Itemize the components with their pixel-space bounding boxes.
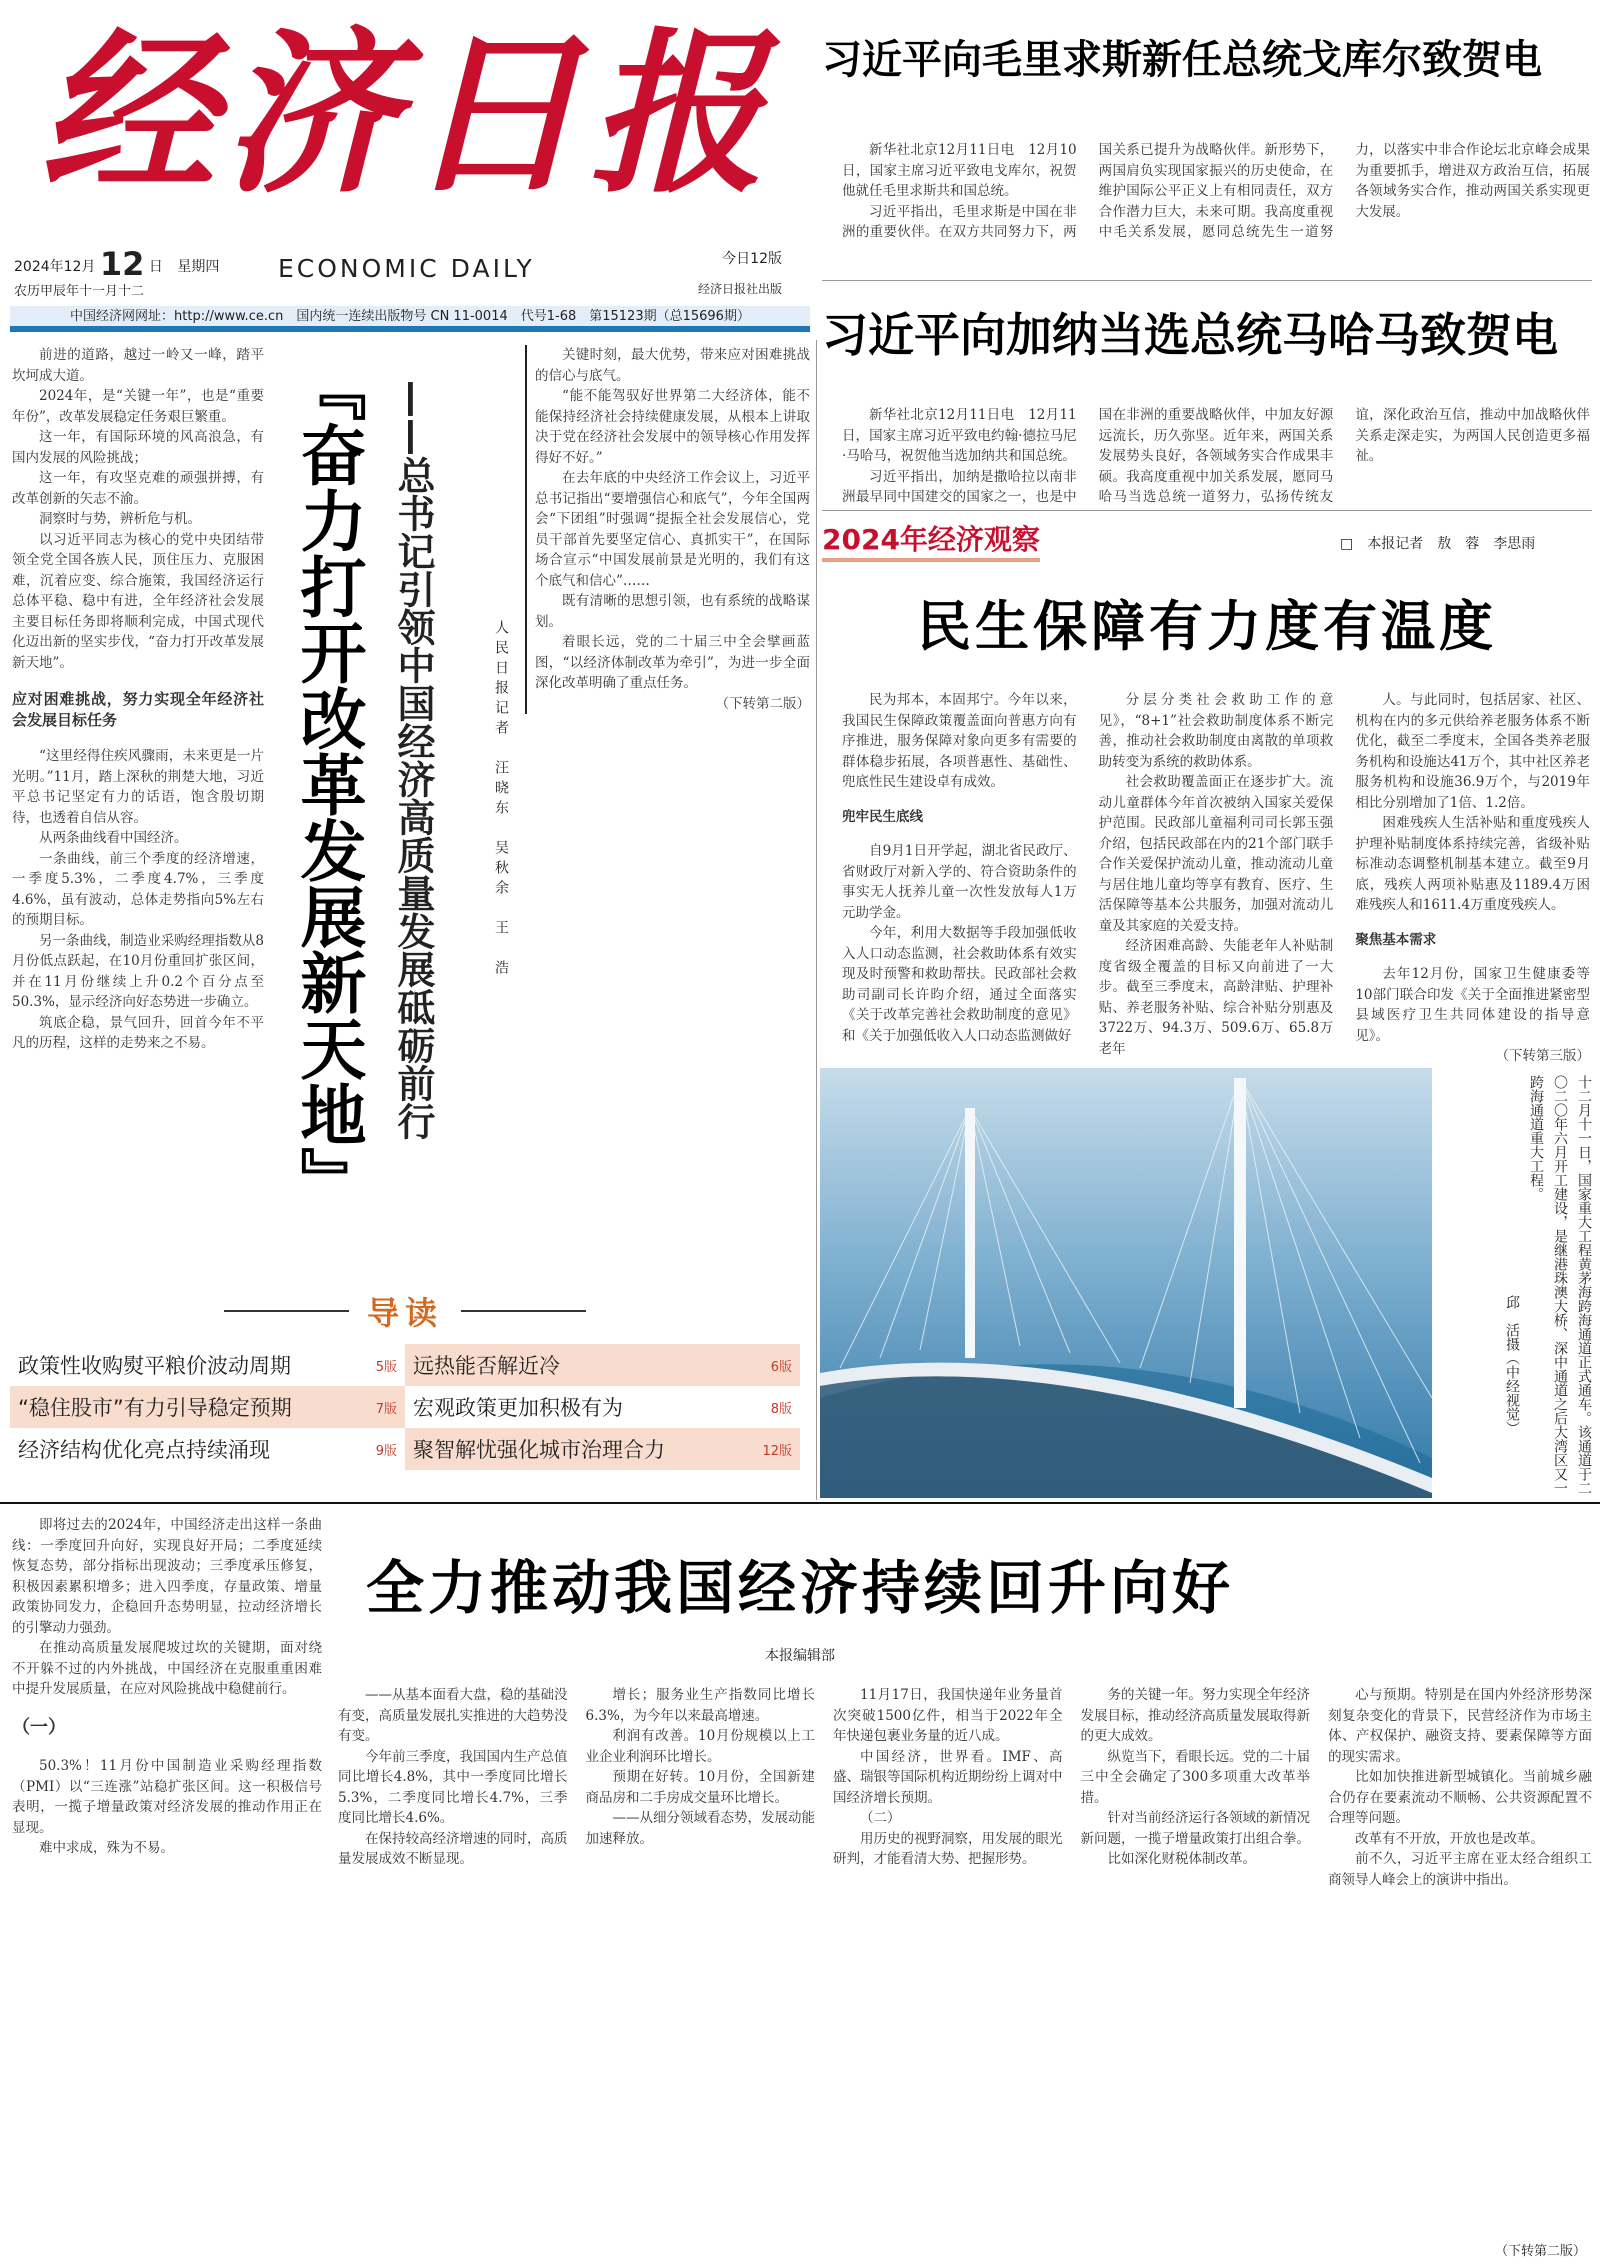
- paragraph: “能不能驾驭好世界第二大经济体，能不能保持经济社会持续健康发展，从根本上讲取决于党在经济社会发展中的领导核心作用发挥得好不好。”: [535, 388, 810, 466]
- guide-item[interactable]: [10, 1428, 405, 1470]
- paragraph-group: [1355, 690, 1590, 916]
- paragraph: 习近平指出，加纳是撒哈拉以南非洲最早同中国建交的国家之一，也是中国在非洲的重要战略伙伴，中加友好源远流长，历久弥坚。近年来，两国关系发展势头良好，各领域务实合作成果丰硕。我高度重视中加关系发展，愿同马哈马当选总统一道努力，弘扬传统友谊，深化政治互信，推动中加战略伙伴关系走深走实，为两国人民创造更多福祉。: [842, 407, 1590, 505]
- paragraph: 新华社北京12月11日电 12月11日，国家主席习近平致电约翰·德拉马尼·马哈马，祝贺他当选加纳共和国总统。: [842, 407, 1077, 464]
- paragraph: 困难残疾人生活补贴和重度残疾人护理补贴制度体系持续完善，省级补贴标准动态调整机制基本建立。截至9月底，残疾人两项补贴惠及1189.4万困难残疾人和1611.4万重度残疾人。: [1355, 815, 1590, 913]
- paragraph: 另一条曲线，制造业采购经理指数从8月份低点跃起，在10月份重回扩张区间，并在11月份继续上升0.2个百分点至50.3%，显示经济向好态势进一步确立。: [12, 932, 264, 1010]
- paragraph: 中国经济，世界看。IMF、高盛、瑞银等国际机构近期纷纷上调对中国经济增长预期。: [833, 1748, 1063, 1806]
- guide-item[interactable]: [405, 1386, 800, 1428]
- editorial-body: [338, 1685, 1592, 1890]
- guide-page: 8版: [770, 1401, 792, 1417]
- info-bar: 中国经济网网址：http://www.ce.cn 国内统一连续出版物号 CN 11-0014 代号1-68 第15123期（总15696期）: [10, 306, 810, 332]
- paragraph: 预期在好转。10月份，全国新建商品房和二手房成交量环比增长。: [585, 1769, 816, 1806]
- paragraph-group: [842, 690, 1077, 793]
- guide-item[interactable]: [10, 1386, 405, 1428]
- continued-note: （下转第二版）: [1494, 2244, 1586, 2259]
- paragraph: 11月17日，我国快递年业务量首次突破1500亿件，相当于2022年全年快递包裹业务量的近八成。: [833, 1687, 1063, 1744]
- continued-note: （下转第二版）: [715, 695, 810, 712]
- guide-item[interactable]: [405, 1428, 800, 1470]
- subheading: 兜牢民生底线: [842, 808, 923, 825]
- section-number: （一）: [12, 1716, 66, 1738]
- paragraph: 去年12月份，国家卫生健康委等10部门联合印发《关于全面推进紧密型县域医疗卫生共同体建设的指导意见》。: [1355, 966, 1590, 1044]
- paragraph: （二）: [860, 1810, 901, 1826]
- guide-page: 5版: [375, 1359, 397, 1375]
- paragraph-group: [1099, 690, 1334, 1059]
- paragraph: 洞察时与势，辨析危与机。: [39, 511, 201, 527]
- guide-label: 聚智解忧强化城市治理合力: [413, 1438, 665, 1462]
- newspaper-logo: 经济日报: [40, 12, 772, 217]
- paragraph: 难中求成，殊为不易。: [39, 1840, 174, 1856]
- guide-label: 经济结构优化亮点持续涌现: [18, 1438, 270, 1462]
- lead-headline[interactable]: 『奋力打开改革发展新天地』: [289, 355, 366, 1213]
- paragraph-group: [12, 1515, 322, 1700]
- paragraph: 前不久，习近平主席在亚太经合组织工商领导人峰会上的演讲中指出。: [1328, 1851, 1592, 1888]
- photo-credit: 邱 活摄（中经视觉）: [1504, 1295, 1520, 1435]
- paragraph: 在推动高质量发展爬坡过坎的关键期，面对绕不开躲不过的内外挑战，中国经济在克服重重困难中提升发展质量，在应对风险挑战中稳健前行。: [12, 1640, 322, 1697]
- lead-column-1: [12, 345, 264, 1054]
- date-line: [14, 245, 219, 283]
- paragraph: 即将过去的2024年，中国经济走出这样一条曲线：一季度回升向好，实现良好开局；二季度延续恢复态势，部分指标出现波动；三季度承压修复，积极因素累积增多；进入四季度，存量政策、增量政策协同发力，企稳回升态势明显，拉动经济增长的引擎动力强劲。: [12, 1517, 322, 1636]
- byline: □ 本报记者 敖 蓉 李思雨: [1340, 536, 1536, 552]
- paragraph-group: [12, 746, 264, 1054]
- lead-subtitle: ——总书记引领中国经济高质量发展砥砺前行: [391, 380, 435, 1140]
- paragraph: 以习近平同志为核心的党中央团结带领全党全国各族人民，顶住压力、克服困难，沉着应变、综合施策，我国经济运行总体平稳、稳中有进，全年经济社会发展主要目标任务即将顺利完成，中国式现代化迈出新的坚实步伐，“奋力打开改革发展新天地”。: [12, 531, 264, 671]
- paragraph-group: [12, 1756, 322, 1859]
- weekday: 星期四: [177, 259, 220, 275]
- paragraph: 比如加快推进新型城镇化。当前城乡融合仍存在要素流动不顺畅、公共资源配置不合理等问题。: [1328, 1769, 1592, 1826]
- paragraph: 一条曲线，前三个季度的经济增速，一季度5.3%，二季度4.7%，三季度4.6%，虽有波动，总体走势指向5%左右的预期目标。: [12, 850, 264, 928]
- paragraph: 新华社北京12月11日电 12月10日，国家主席习近平致电戈库尔，祝贺他就任毛里求斯共和国总统。: [842, 142, 1077, 199]
- guide-item[interactable]: [405, 1344, 800, 1386]
- paragraph: 着眼长远，党的二十届三中全会擘画蓝图，“以经济体制改革为牵引”，为进一步全面深化改革明确了重点任务。: [535, 634, 810, 691]
- guide-label: “稳住股市”有力引导稳定预期: [18, 1396, 292, 1420]
- date-day: 12: [99, 245, 145, 283]
- paragraph: 利润有改善。10月份规模以上工业企业利润环比增长。: [585, 1728, 816, 1765]
- guide-title: 导读: [366, 1294, 443, 1332]
- bridge-photo: [820, 1068, 1432, 1498]
- paragraph-group: [338, 1685, 568, 1890]
- story-livelihood-body: [842, 690, 1590, 1067]
- paragraph: 前进的道路，越过一岭又一峰，踏平坎坷成大道。: [12, 347, 264, 384]
- lunar-date: 农历甲辰年十一月十二: [14, 284, 145, 299]
- date-prefix: 2024年12月: [14, 259, 96, 275]
- guide-page: 12版: [762, 1443, 792, 1459]
- paragraph-group: [1328, 1685, 1592, 1890]
- date-suffix: 日: [148, 259, 163, 275]
- guide-label: 宏观政策更加积极有为: [413, 1396, 623, 1420]
- headline-livelihood[interactable]: 民生保障有力度有温度: [917, 595, 1497, 658]
- guide-page: 9版: [375, 1443, 397, 1459]
- lead-column-3: [525, 345, 810, 714]
- photo-caption: [1446, 1075, 1596, 1500]
- paragraph: 既有清晰的思想引领，也有系统的战略谋划。: [535, 593, 810, 630]
- paragraph-group: [535, 345, 810, 694]
- continued-note: （下转第三版）: [1495, 1048, 1590, 1064]
- guide-page: 7版: [375, 1401, 397, 1417]
- paragraph-group: [1355, 964, 1590, 1046]
- guide-box: [10, 1290, 800, 1470]
- lead-authors: 人民日报记者 汪晓东 吴秋余 王 浩: [493, 620, 509, 980]
- paragraph: 社会救助覆盖面正在逐步扩大。流动儿童群体今年首次被纳入国家关爱保护范围。民政部儿童福利司司长郭玉强介绍，包括民政部在内的21个部门联手合作关爱保护流动儿童，推动流动儿童与居住地儿童均等享有教育、医疗、生活保障等基本公共服务，加强对流动儿童及其家庭的关爱支持。: [1098, 774, 1334, 934]
- paragraph-group: [842, 140, 1590, 243]
- paragraph: “这里经得住疾风骤雨，未来更是一片光明。”11月，踏上深秋的荆楚大地，习近平总书记坚定有力的话语，饱含殷切期待，也透着自信从容。: [12, 748, 264, 826]
- paragraph: 今年前三季度，我国国内生产总值同比增长4.8%，其中一季度同比增长5.3%，二季度同比增长4.7%，三季度同比增长4.6%。: [338, 1748, 568, 1826]
- english-title: ECONOMIC DAILY: [278, 254, 535, 283]
- paragraph: 务的关键一年。努力实现全年经济发展目标，推动经济高质量发展取得新的更大成效。: [1080, 1687, 1311, 1744]
- paragraph: 今年，利用大数据等手段加强低收入人口动态监测，社会救助体系有效实现及时预警和救助帮扶。民政部社会救助司副司长许昀介绍，通过全面落实《关于改革完善社会救助制度的意见》和《关于加强低收入人口动态监测做好: [842, 925, 1077, 1044]
- subheading: 应对困难挑战，努力实现全年经济社会发展目标任务: [12, 690, 264, 729]
- column-tag: 2024年经济观察: [822, 522, 1040, 562]
- guide-item[interactable]: [10, 1344, 405, 1386]
- guide-label: 远热能否解近冷: [413, 1354, 560, 1378]
- paragraph: 这一年，有国际环境的风高浪急，有国内发展的风险挑战；: [12, 429, 264, 466]
- paragraph: 从两条曲线看中国经济。: [39, 830, 188, 846]
- headline-mauritius[interactable]: 习近平向毛里求斯新任总统戈库尔致贺电: [822, 37, 1542, 83]
- paragraph-group: [842, 405, 1590, 508]
- page-count: 今日12版: [722, 251, 782, 267]
- subheading: 聚焦基本需求: [1355, 931, 1437, 948]
- guide-page: 6版: [770, 1359, 792, 1375]
- paragraph-group: [586, 1685, 816, 1890]
- paragraph-group: [12, 345, 264, 673]
- paragraph-group: [842, 841, 1077, 1046]
- paragraph: 人。与此同时，包括居家、社区、机构在内的多元供给养老服务体系不断优化，截至二季度末，全国各类养老服务机构和设施达41万个，其中社区养老服务机构和设施36.9万个，与2019年相比分别增加了1倍、1.2倍。: [1355, 692, 1590, 811]
- paragraph: 经济困难高龄、失能老年人补贴制度省级全覆盖的目标又向前进了一大步。截至三季度末，高龄津贴、护理补贴、养老服务补贴、综合补贴分别惠及3722万、94.3万、509.6万、65.8万老年: [1098, 938, 1334, 1057]
- paragraph-group: [833, 1685, 1063, 1890]
- paragraph: 增长；服务业生产指数同比增长6.3%，为今年以来最高增速。: [585, 1687, 816, 1724]
- paragraph: 关键时刻，最大优势，带来应对困难挑战的信心与底气。: [535, 347, 810, 384]
- paragraph: 心与预期。特别是在国内外经济形势深刻复杂变化的背景下，民营经济作为市场主体、产权保护、融资支持、要素保障等方面的现实需求。: [1328, 1687, 1592, 1765]
- paragraph: ——从细分领域看态势，发展动能加速释放。: [585, 1810, 816, 1847]
- paragraph: 在去年底的中央经济工作会议上，习近平总书记指出“要增强信心和底气”，今年全国两会“下团组”时强调“提振全社会发展信心，党员干部首先要坚定信心、真抓实干”，在国际场合宣示“中国发展前景是光明的，我们有这个底气和信心”……: [535, 470, 810, 589]
- editorial-headline[interactable]: 全力推动我国经济持续回升向好: [365, 1554, 1234, 1622]
- publisher: 经济日报社出版: [697, 282, 782, 296]
- masthead-logo: [40, 0, 800, 235]
- paragraph: 习近平指出，毛里求斯是中国在非洲的重要伙伴。在双方共同努力下，两国关系已提升为战略伙伴。新形势下，两国肩负实现国家振兴的历史使命，在维护国际公平正义上有相同责任，双方合作潜力巨大，未来可期。我高度重视中毛关系发展，愿同总统先生一道努力，以落实中非合作论坛北京峰会成果为重要抓手，增进双方政治互信，拓展各领域务实合作，推动两国关系实现更大发展。: [842, 142, 1590, 240]
- paragraph: 50.3%！11月份中国制造业采购经理指数（PMI）以“三连涨”站稳扩张区间。这一积极信号表明，一揽子增量政策对经济发展的推动作用正在显现。: [12, 1758, 322, 1836]
- paragraph: 改革有不开放，开放也是改革。: [1355, 1830, 1545, 1847]
- paragraph: 自9月1日开学起，湖北省民政厅、省财政厅对新入学的、符合资助条件的事实无人抚养儿童一次性发放每人1万元助学金。: [842, 843, 1077, 921]
- paragraph: 比如深化财税体制改革。: [1107, 1851, 1257, 1867]
- paragraph: 分层分类社会救助工作的意见》，“8+1”社会救助制度体系不断完善，推动社会救助制度由离散的单项救助转变为系统的救助体系。: [1098, 692, 1334, 770]
- story-mauritius-body: [842, 140, 1590, 243]
- editorial-byline: 本报编辑部: [765, 1648, 835, 1664]
- editorial-intro: [12, 1515, 322, 1859]
- guide-label: 政策性收购熨平粮价波动周期: [18, 1354, 291, 1378]
- paragraph: 民为邦本，本固邦宁。今年以来，我国民生保障政策覆盖面向普惠方向有序推进，服务保障对象向更多有需要的群体稳步拓展，各项普惠性、基础性、兜底性民生建设卓有成效。: [842, 692, 1077, 790]
- headline-ghana[interactable]: 习近平向加纳当选总统马哈马致贺电: [822, 308, 1558, 362]
- paragraph: 用历史的视野洞察，用发展的眼光研判，才能看清大势、把握形势。: [833, 1830, 1063, 1867]
- paragraph: 这一年，有攻坚克难的顽强拼搏，有改革创新的矢志不渝。: [12, 470, 264, 507]
- paragraph: 筑底企稳，景气回升，回首今年不平凡的历程，这样的走势来之不易。: [12, 1014, 264, 1051]
- paragraph: 在保持较高经济增速的同时，高质量发展成效不断显现。: [338, 1830, 568, 1867]
- caption-text: 十二月十一日，国家重大工程黄茅海跨海通道正式通车。该通道于二〇二〇年六月开工建设，是继港珠澳大桥、深中通道之后大湾区又一跨海通道重大工程。: [1528, 1075, 1592, 1495]
- paragraph: 2024年，是“关键一年”，也是“重要年份”，改革发展稳定任务艰巨繁重。: [12, 388, 264, 425]
- paragraph: 针对当前经济运行各领域的新情况新问题，一揽子增量政策打出组合拳。: [1080, 1810, 1311, 1847]
- paragraph-group: [1081, 1685, 1311, 1890]
- paragraph: 纵览当下，看眼长远。党的二十届三中全会确定了300多项重大改革举措。: [1080, 1748, 1311, 1806]
- paragraph: ——从基本面看大盘，稳的基础没有变，高质量发展扎实推进的大趋势没有变。: [338, 1687, 568, 1744]
- story-ghana-body: [842, 405, 1590, 508]
